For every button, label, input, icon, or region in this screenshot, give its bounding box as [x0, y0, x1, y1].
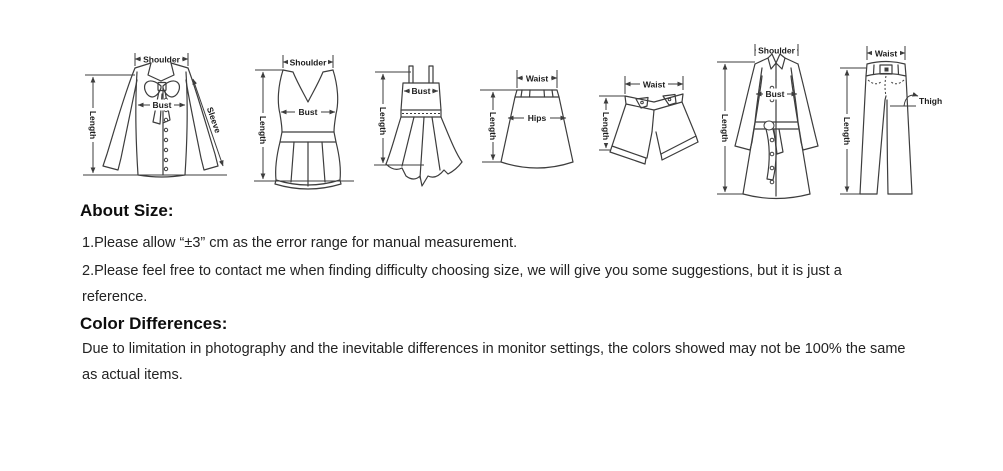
- blouse-shoulder-label: Shoulder: [143, 54, 180, 65]
- coat-length-label: Length: [720, 113, 730, 143]
- blouse-drawing: [83, 53, 227, 177]
- tank-top-drawing: [254, 55, 354, 189]
- color-differences-text: Due to limitation in photography and the inevitable differences in monitor settings, the colors showed may not be 100% the same as actual items.: [82, 341, 906, 383]
- skirt-drawing: [480, 70, 573, 168]
- skirt-waist-label: Waist: [525, 73, 549, 84]
- tank-length-label: Length: [258, 115, 268, 145]
- about-size-point-1: 1.Please allow “±3” cm as the error range for manual measurement.: [82, 235, 518, 251]
- size-diagram-skirt: [478, 62, 586, 184]
- coat-drawing: [717, 44, 818, 199]
- dress-bust-label: Bust: [411, 86, 431, 96]
- skirt-length-label: Length: [488, 111, 498, 141]
- tank-shoulder-label: Shoulder: [289, 57, 327, 68]
- size-diagram-tank-top: [250, 50, 358, 198]
- size-diagram-shorts: [595, 70, 707, 174]
- size-diagram-pants: [836, 40, 942, 208]
- blouse-sleeve-label: Sleeve: [204, 105, 224, 135]
- skirt-hips-label: Hips: [527, 113, 547, 123]
- size-diagram-blouse: [75, 42, 235, 197]
- size-diagram-cami-dress: [368, 58, 472, 190]
- shorts-drawing: [599, 76, 698, 164]
- dress-length-label: Length: [378, 106, 388, 136]
- coat-bust-label: Bust: [765, 89, 785, 99]
- size-diagram-coat: [710, 36, 832, 206]
- coat-shoulder-label: Shoulder: [758, 45, 795, 56]
- cami-dress-drawing: [374, 66, 462, 186]
- about-size-point-2: 2.Please feel free to contact me when finding difficulty choosing size, we will give you some suggestions, but it is just a reference.: [82, 263, 842, 305]
- tank-bust-label: Bust: [298, 107, 318, 117]
- blouse-length-label: Length: [88, 110, 98, 140]
- blouse-bust-label: Bust: [152, 100, 172, 110]
- shorts-length-label: Length: [601, 111, 611, 141]
- pants-drawing: [840, 46, 942, 194]
- about-size-heading: About Size:: [80, 201, 174, 220]
- shorts-waist-label: Waist: [642, 79, 666, 90]
- pants-thigh-label: Thigh: [919, 96, 943, 106]
- pants-length-label: Length: [842, 116, 852, 146]
- color-differences-heading: Color Differences:: [80, 314, 228, 333]
- notes-text-block: [80, 200, 910, 390]
- pants-waist-label: Waist: [874, 48, 898, 59]
